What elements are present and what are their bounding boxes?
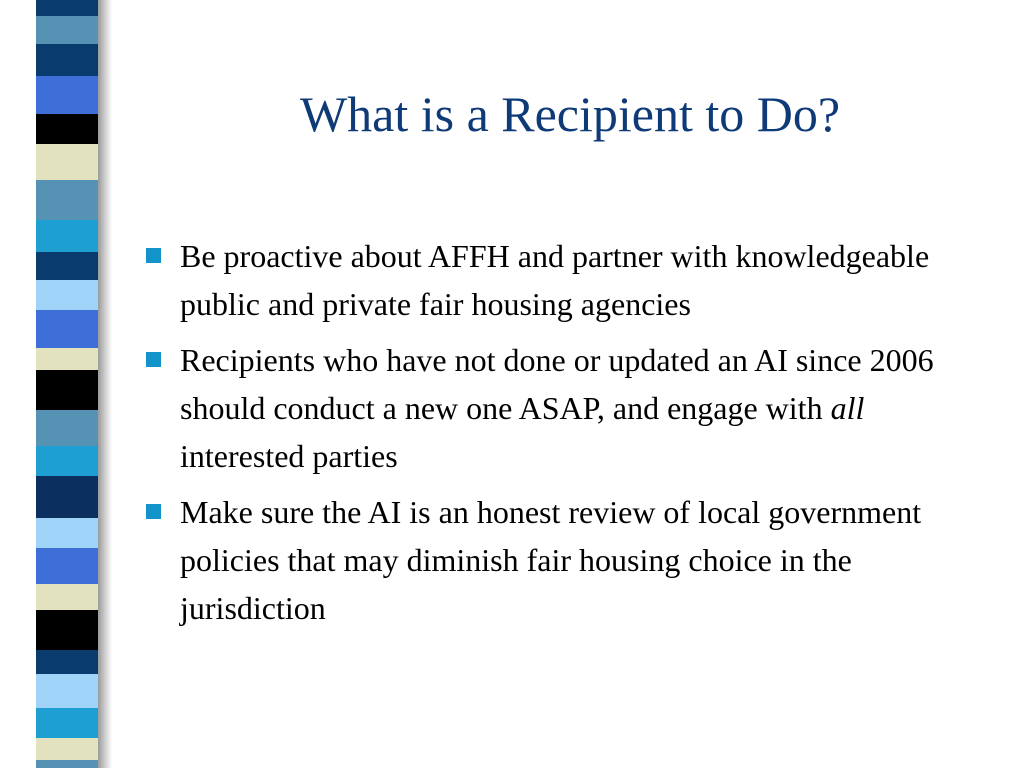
stripe-segment (36, 708, 98, 738)
bullet-text-emphasis: all (830, 390, 865, 426)
stripe-segment (36, 16, 98, 44)
stripe-segment (36, 738, 98, 760)
stripe-segment (36, 252, 98, 280)
bullet-text: Make sure the AI is an honest review of local government policies that may diminish fair housing choice in the jurisdiction (180, 494, 922, 626)
stripe-segment (36, 650, 98, 674)
stripe-segment (36, 370, 98, 410)
bullet-item (142, 488, 982, 632)
stripe-segment (36, 674, 98, 708)
stripe-segment (36, 114, 98, 144)
stripe-segment (36, 476, 98, 518)
stripe-segment (36, 446, 98, 476)
stripe-segment (36, 584, 98, 610)
stripe-segment (36, 220, 98, 252)
stripe-segment (36, 518, 98, 548)
square-bullet-icon (146, 248, 161, 263)
bullet-item (142, 336, 982, 480)
stripe-segment (36, 0, 98, 16)
bullet-text-after: interested parties (180, 438, 398, 474)
stripe-segment (36, 410, 98, 446)
stripe-segment (36, 310, 98, 348)
stripe-segment (36, 280, 98, 310)
bullet-text-before: Recipients who have not done or updated an AI since 2006 should conduct a new one ASAP, and engage with (180, 342, 934, 426)
stripe-segment (36, 76, 98, 114)
bullet-text: Be proactive about AFFH and partner with knowledgeable public and private fair housing agencies (180, 238, 930, 322)
stripe-segment (36, 610, 98, 650)
stripe-shadow (98, 0, 112, 768)
square-bullet-icon (146, 504, 161, 519)
stripe-segment (36, 180, 98, 220)
stripe-segment (36, 548, 98, 584)
square-bullet-icon (146, 352, 161, 367)
bullet-item (142, 232, 982, 328)
slide-title: What is a Recipient to Do? (299, 86, 841, 142)
stripe-segment (36, 348, 98, 370)
bullet-list (142, 232, 982, 640)
decorative-stripe-bar (36, 0, 98, 768)
stripe-segment (36, 760, 98, 768)
stripe-segment (36, 44, 98, 76)
stripe-segment (36, 144, 98, 180)
